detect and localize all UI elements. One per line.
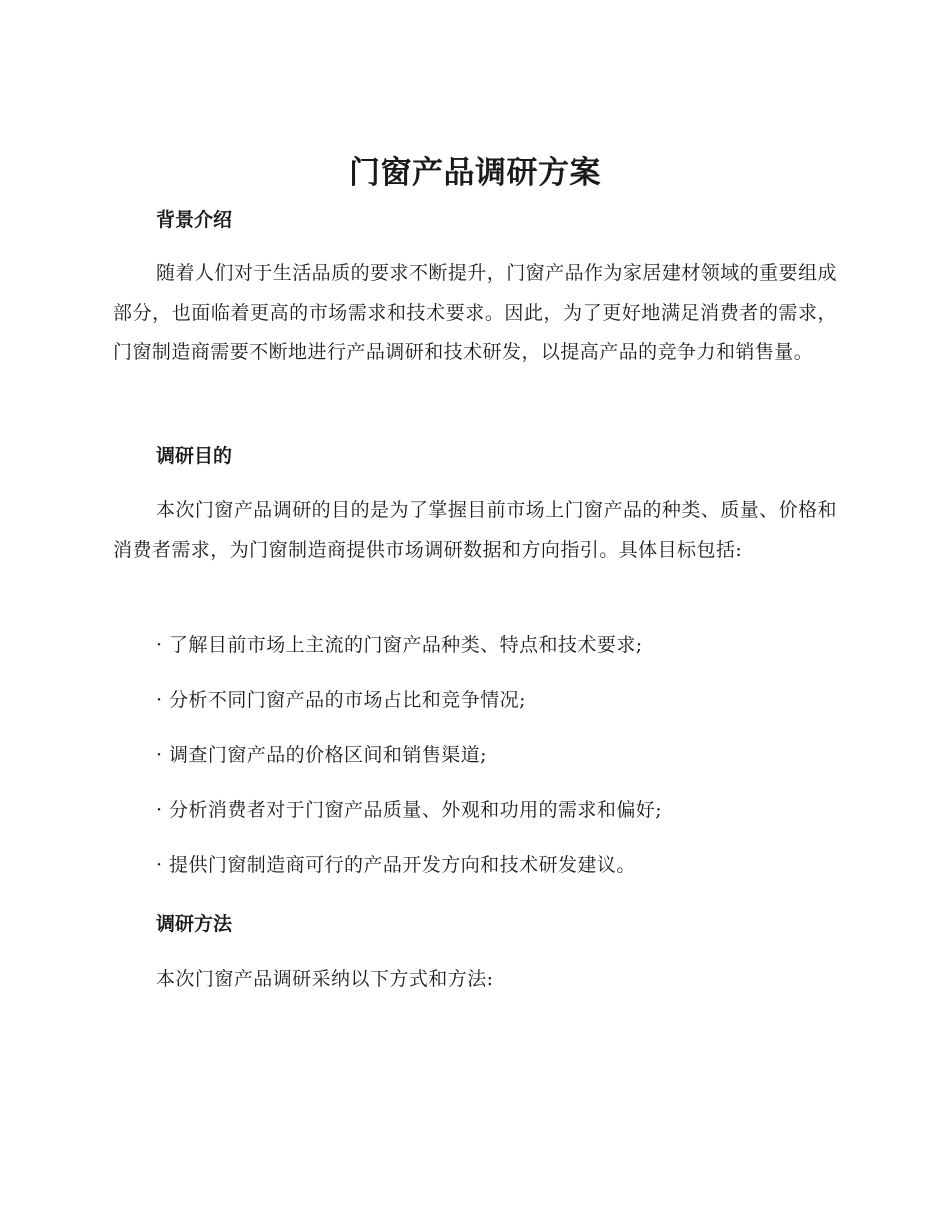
section-heading-method: 调研方法 <box>156 913 233 935</box>
section-heading-background: 背景介绍 <box>156 209 233 231</box>
purpose-bullet-list <box>156 631 837 906</box>
section-heading-purpose: 调研目的 <box>156 445 233 467</box>
paragraph-background: 随着人们对于生活品质的要求不断提升，门窗产品作为家居建材领域的重要组成部分，也面临着更高的市场需求和技术要求。因此，为了更好地满足消费者的需求，门窗制造商需要不断地进行产品调研和技术研发，以提高产品的竞争力和销售量。 <box>113 262 837 363</box>
paragraph-method: 本次门窗产品调研采纳以下方式和方法: <box>156 968 494 990</box>
list-item: · 了解目前市场上主流的门窗产品种类、特点和技术要求; <box>156 634 643 656</box>
list-item: · 提供门窗制造商可行的产品开发方向和技术研发建议。 <box>156 854 636 876</box>
list-item: · 分析消费者对于门窗产品质量、外观和功用的需求和偏好; <box>156 799 663 821</box>
list-item: · 调查门窗产品的价格区间和销售渠道; <box>156 744 488 766</box>
list-item: · 分析不同门窗产品的市场占比和竞争情况; <box>156 689 526 711</box>
paragraph-purpose: 本次门窗产品调研的目的是为了掌握目前市场上门窗产品的种类、质量、价格和消费者需求，为门窗制造商提供市场调研数据和方向指引。具体目标包括: <box>113 499 837 561</box>
document-title: 门窗产品调研方案 <box>349 155 601 191</box>
